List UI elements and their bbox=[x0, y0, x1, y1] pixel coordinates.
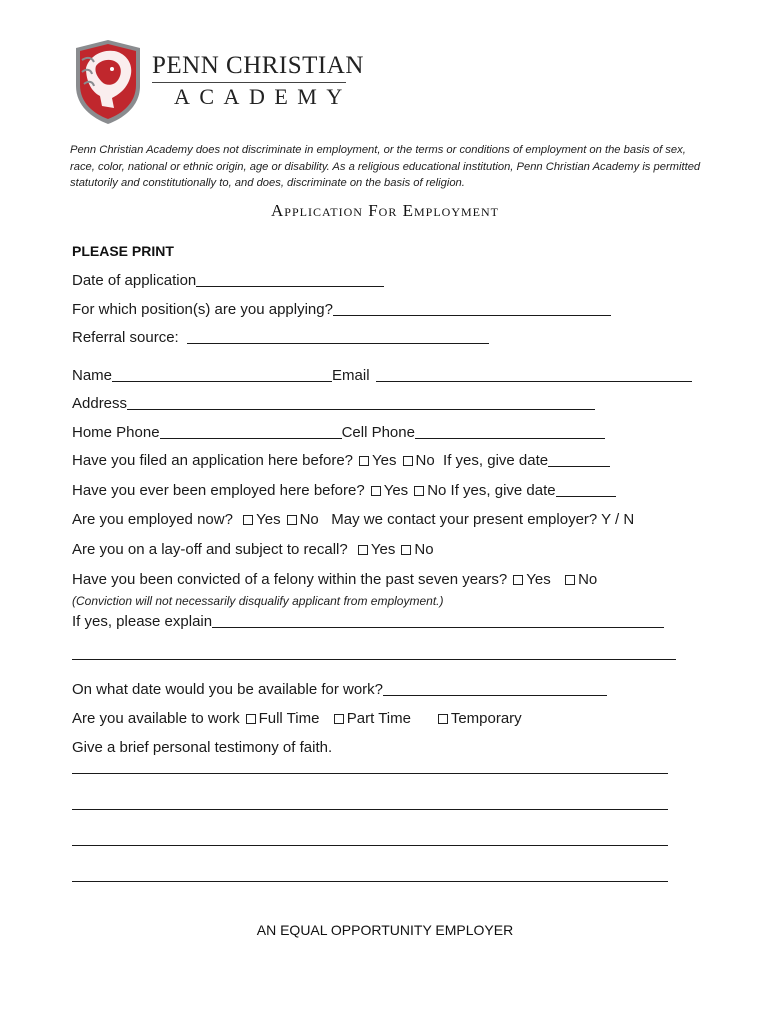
explain-label: If yes, please explain bbox=[72, 613, 213, 630]
no-label: No bbox=[415, 452, 435, 469]
part-time-label: Part Time bbox=[346, 710, 411, 727]
school-logo bbox=[72, 38, 362, 128]
available-date-label: On what date would you be available for work? bbox=[72, 681, 384, 698]
employed-before-no-checkbox[interactable] bbox=[414, 486, 424, 496]
felony-note: (Conviction will not necessarily disqualify applicant from employment.) bbox=[72, 594, 444, 608]
layoff-yes-checkbox[interactable] bbox=[358, 545, 368, 555]
employed-before-question: Have you ever been employed here before? bbox=[72, 482, 365, 499]
full-time-label: Full Time bbox=[258, 710, 320, 727]
no-label: No bbox=[414, 541, 434, 558]
email-label: Email bbox=[332, 367, 370, 384]
address-field[interactable] bbox=[127, 395, 595, 410]
employed-now-question: Are you employed now? bbox=[72, 511, 233, 528]
yes-label: Yes bbox=[256, 511, 281, 528]
temporary-label: Temporary bbox=[450, 710, 522, 727]
name-field[interactable] bbox=[112, 367, 332, 382]
availability-row bbox=[72, 710, 522, 728]
employed-before-yes-checkbox[interactable] bbox=[371, 486, 381, 496]
position-field[interactable] bbox=[333, 301, 611, 316]
logo-school-name: PENN CHRISTIAN bbox=[152, 52, 364, 79]
non-discrimination-statement: Penn Christian Academy does not discriminate in employment, or the terms or conditions of employment on the basis of sex, race, color, national or ethnic origin, age or disability. As a religious educational institution, Penn Christian Academy is permitted statutorily and constitutionally to, and does, discriminate on the basis of religion. bbox=[70, 144, 701, 189]
filed-before-date-field[interactable] bbox=[548, 452, 610, 467]
date-of-application-label: Date of application bbox=[72, 272, 197, 289]
full-time-checkbox[interactable] bbox=[246, 714, 256, 724]
position-label: For which position(s) are you applying? bbox=[72, 301, 333, 318]
email-field[interactable] bbox=[376, 367, 692, 382]
referral-field[interactable] bbox=[187, 329, 489, 344]
phone-row bbox=[72, 424, 605, 442]
position-row bbox=[72, 301, 611, 319]
address-label: Address bbox=[72, 395, 128, 412]
filed-before-yes-checkbox[interactable] bbox=[359, 456, 369, 466]
no-label: No bbox=[427, 482, 447, 499]
equal-opportunity-footer: AN EQUAL OPPORTUNITY EMPLOYER bbox=[256, 922, 514, 938]
logo-divider bbox=[152, 82, 346, 83]
felony-row bbox=[72, 571, 597, 589]
employed-now-no-checkbox[interactable] bbox=[287, 515, 297, 525]
contact-employer-question: May we contact your present employer? Y / N bbox=[331, 511, 635, 528]
available-date-field[interactable] bbox=[383, 681, 607, 696]
filed-before-question: Have you filed an application here before? bbox=[72, 452, 354, 469]
testimony-line-3[interactable] bbox=[72, 845, 668, 846]
layoff-question: Are you on a lay-off and subject to recall? bbox=[72, 541, 348, 558]
layoff-no-checkbox[interactable] bbox=[401, 545, 411, 555]
referral-row bbox=[72, 329, 489, 347]
temporary-checkbox[interactable] bbox=[438, 714, 448, 724]
felony-question: Have you been convicted of a felony within the past seven years? bbox=[72, 571, 508, 588]
date-of-application-field[interactable] bbox=[196, 272, 384, 287]
filed-before-no-checkbox[interactable] bbox=[403, 456, 413, 466]
employed-now-row bbox=[72, 511, 634, 529]
name-email-row bbox=[72, 367, 692, 385]
form-title: Application For Employment bbox=[271, 201, 499, 220]
employed-before-date-label: If yes, give date bbox=[450, 482, 556, 499]
yes-label: Yes bbox=[372, 452, 397, 469]
layoff-row bbox=[72, 541, 434, 559]
testimony-row bbox=[72, 739, 332, 757]
testimony-label: Give a brief personal testimony of faith. bbox=[72, 739, 333, 756]
explain-row bbox=[72, 613, 664, 631]
cell-phone-label: Cell Phone bbox=[341, 424, 415, 441]
explain-continuation-line[interactable] bbox=[72, 659, 676, 660]
employed-before-date-field[interactable] bbox=[556, 482, 616, 497]
explain-field[interactable] bbox=[212, 613, 664, 628]
testimony-line-2[interactable] bbox=[72, 809, 668, 810]
date-of-application-row bbox=[72, 272, 384, 290]
testimony-line-4[interactable] bbox=[72, 881, 668, 882]
lion-shield-icon bbox=[72, 38, 144, 126]
available-date-row bbox=[72, 681, 607, 699]
home-phone-label: Home Phone bbox=[72, 424, 160, 441]
cell-phone-field[interactable] bbox=[415, 424, 605, 439]
yes-label: Yes bbox=[370, 541, 396, 558]
testimony-line-1[interactable] bbox=[72, 773, 668, 774]
name-label: Name bbox=[72, 367, 113, 384]
address-row bbox=[72, 395, 595, 413]
felony-yes-checkbox[interactable] bbox=[513, 575, 523, 585]
part-time-checkbox[interactable] bbox=[334, 714, 344, 724]
yes-label: Yes bbox=[526, 571, 551, 588]
print-instruction: PLEASE PRINT bbox=[72, 243, 174, 259]
yes-label: Yes bbox=[383, 482, 409, 499]
no-label: No bbox=[578, 571, 598, 588]
referral-label: Referral source: bbox=[72, 329, 179, 346]
filed-before-row bbox=[72, 452, 610, 470]
employed-before-row bbox=[72, 482, 616, 500]
felony-no-checkbox[interactable] bbox=[565, 575, 575, 585]
employed-now-yes-checkbox[interactable] bbox=[243, 515, 253, 525]
filed-before-date-label: If yes, give date bbox=[443, 452, 549, 469]
availability-question: Are you available to work bbox=[72, 710, 240, 727]
no-label: No bbox=[299, 511, 319, 528]
home-phone-field[interactable] bbox=[160, 424, 342, 439]
logo-academy-text: ACADEMY bbox=[174, 84, 352, 109]
